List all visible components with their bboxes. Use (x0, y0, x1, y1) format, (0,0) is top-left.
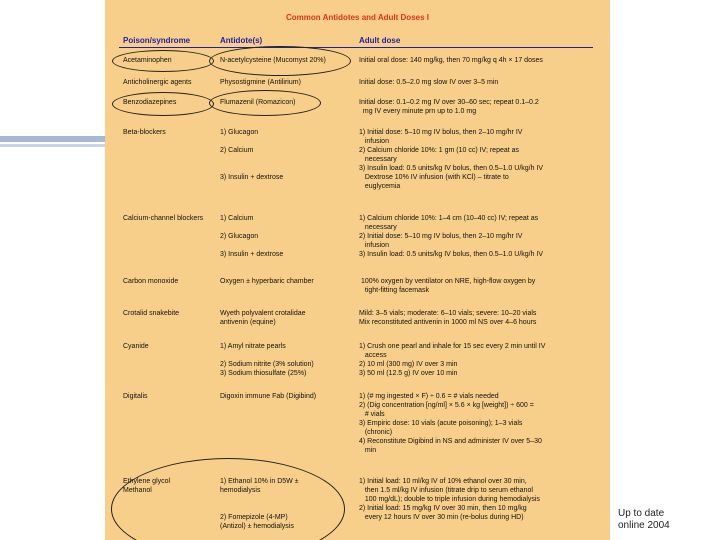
antidote-cell-line: N-acetylcysteine (Mucomyst 20%) (220, 57, 326, 64)
dose-cell (359, 309, 599, 327)
dose-cell-line: 100% oxygen by ventilator on NRE, high-flow oxygen by (359, 278, 536, 285)
source-note-line: Up to date (618, 508, 665, 519)
dose-cell-line: 4) Reconstitute Digibind in NS and administer IV over 5–30 (359, 438, 542, 445)
poison-cell (123, 309, 218, 318)
antidote-cell-line: 1) Ethanol 10% in D5W ± (220, 478, 299, 485)
header-divider (119, 47, 593, 48)
highlight-circle-n-acetylcysteine (209, 46, 351, 76)
highlight-circle-toxic-alcohols (111, 458, 345, 540)
dose-cell-line: necessary (359, 156, 397, 163)
poison-cell-line: Acetaminophen (123, 57, 172, 64)
dose-cell-line: every 12 hours IV over 30 min (re-bolus during HD) (359, 514, 524, 521)
antidote-cell-line (220, 241, 355, 250)
dose-cell (359, 342, 599, 378)
dose-cell (359, 392, 599, 455)
antidote-cell-line: antivenin (equine) (220, 319, 276, 326)
dose-cell-line: 1) Initial load: 10 ml/kg IV of 10% ethanol over 30 min, (359, 478, 527, 485)
antidote-cell-line: 2) Calcium (220, 147, 254, 154)
dose-cell-line: 3) Insulin load: 0.5 units/kg IV bolus, then 0.5–1.0 U/kg/h IV (359, 165, 544, 172)
dose-cell-line: 2) Initial dose: 5–10 mg IV bolus, then 2–10 mg/hr IV (359, 233, 523, 240)
dose-cell-line: 1) Calcium chloride 10%: 1–4 cm (10–40 cc) IV; repeat as (359, 215, 539, 222)
antidote-cell-line: 3) Insulin + dextrose (220, 174, 284, 181)
dose-cell-line: # vials (359, 411, 385, 418)
antidote-cell-line (220, 351, 355, 360)
dose-cell-line: infusion (359, 138, 389, 145)
antidote-cell-line (220, 164, 355, 173)
antidote-cell-line: Flumazenil (Romazicon) (220, 99, 296, 106)
dose-cell-line: 2) Calcium chloride 10%: 1 gm (10 cc) IV; repeat as (359, 147, 520, 154)
poison-cell (123, 128, 218, 137)
dose-cell-line: Initial oral dose: 140 mg/kg, then 70 mg/kg q 4h × 17 doses (359, 57, 543, 64)
antidote-cell (220, 78, 355, 87)
dose-cell-line: 2) Initial load: 15 mg/kg IV over 30 min, then 10 mg/kg (359, 505, 527, 512)
antidote-cell (220, 392, 355, 401)
poison-cell (123, 392, 218, 401)
antidote-cell-line: (Antizol) ± hemodialysis (220, 523, 294, 530)
source-note-line: online 2004 (618, 520, 670, 531)
dose-cell-line: then 1.5 ml/kg IV infusion (titrate drip to serum ethanol (359, 487, 533, 494)
antidote-cell-line (220, 137, 355, 146)
antidote-cell (220, 309, 355, 327)
poison-cell-line: Crotalid snakebite (123, 310, 180, 317)
antidote-cell-line (220, 155, 355, 164)
dose-cell-line: mg IV every minute prn up to 1.0 mg (359, 108, 477, 115)
dose-cell-line: min (359, 447, 377, 454)
antidote-cell (220, 128, 355, 182)
dose-cell-line: access (359, 352, 387, 359)
dose-cell-line: 3) 50 ml (12.5 g) IV over 10 min (359, 370, 458, 377)
dose-cell (359, 78, 599, 87)
dose-cell-line: 100 mg/dL); double to triple infusion during hemodialysis (359, 496, 540, 503)
dose-cell-line: infusion (359, 242, 389, 249)
antidote-cell-line: 2) Glucagon (220, 233, 259, 240)
poison-cell-line: Cyanide (123, 343, 149, 350)
poison-cell-line: Digitalis (123, 393, 148, 400)
dose-cell (359, 477, 599, 522)
accent-bar-thin (0, 144, 105, 147)
poison-cell-line: Calcium-channel blockers (123, 215, 204, 222)
highlight-circle-flumazenil (209, 90, 321, 116)
antidote-cell-line: 1) Glucagon (220, 129, 259, 136)
dose-cell-line: Initial dose: 0.1–0.2 mg IV over 30–60 sec; repeat 0.1–0.2 (359, 99, 539, 106)
dose-cell-line: necessary (359, 224, 397, 231)
source-note (618, 508, 670, 532)
poison-cell (123, 277, 218, 286)
dose-cell-line: tight-fitting facemask (359, 287, 430, 294)
dose-cell-line: Dextrose 10% IV infusion (with KCl) – titrate to (359, 174, 509, 181)
antidote-cell-line: 2) Sodium nitrite (3% solution) (220, 361, 314, 368)
poison-cell-line: Anticholinergic agents (123, 79, 192, 86)
antidote-cell-line: hemodialysis (220, 487, 261, 494)
antidote-cell-line: 1) Calcium (220, 215, 254, 222)
highlight-circle-benzodiazepines (112, 92, 214, 116)
dose-cell-line: (chronic) (359, 429, 393, 436)
antidote-cell-line: 3) Sodium thiosulfate (25%) (220, 370, 307, 377)
dose-cell (359, 128, 599, 191)
dose-cell (359, 214, 599, 259)
dose-cell (359, 98, 599, 116)
antidote-cell-line: Physostigmine (Antilirium) (220, 79, 301, 86)
poison-cell (123, 342, 218, 351)
antidote-cell (220, 342, 355, 378)
highlight-circle-acetaminophen (112, 50, 214, 72)
poison-cell-line: Ethylene glycol (123, 478, 171, 485)
poison-cell (123, 78, 218, 87)
dose-cell-line: 3) Empiric dose: 10 vials (acute poisoning); 1–3 vials (359, 420, 523, 427)
dose-cell-line: 1) Initial dose: 5–10 mg IV bolus, then 2–10 mg/hr IV (359, 129, 523, 136)
antidote-cell (220, 277, 355, 286)
dose-cell-line: Mild: 3–5 vials; moderate: 6–10 vials; severe: 10–20 vials (359, 310, 537, 317)
dose-cell-line: Mix reconstituted antivenin in 1000 ml NS over 4–6 hours (359, 319, 537, 326)
poison-cell-line: Beta-blockers (123, 129, 166, 136)
header-dose: Adult dose (359, 36, 401, 45)
antidote-cell-line: Digoxin immune Fab (Digibind) (220, 393, 317, 400)
antidote-cell-line: Oxygen ± hyperbaric chamber (220, 278, 314, 285)
antidote-cell-line: 3) Insulin + dextrose (220, 251, 284, 258)
poison-cell (123, 214, 218, 223)
antidote-cell-line: 1) Amyl nitrate pearls (220, 343, 286, 350)
header-poison: Poison/syndrome (123, 36, 191, 45)
header-antidote: Antidote(s) (220, 36, 263, 45)
poison-cell-line: Methanol (123, 487, 152, 494)
poison-cell-line: Benzodiazepines (123, 99, 177, 106)
dose-cell (359, 56, 599, 65)
antidote-cell-line: 2) Fomepizole (4-MP) (220, 514, 288, 521)
poison-cell-line: Carbon monoxide (123, 278, 179, 285)
antidote-cell-line: Wyeth polyvalent crotalidae (220, 310, 306, 317)
dose-cell (359, 277, 599, 295)
dose-cell-line: euglycemia (359, 183, 401, 190)
dose-cell-line: 2) (Dig concentration [ng/ml] × 5.6 × kg [weight]) ÷ 600 = (359, 402, 534, 409)
dose-cell-line: 1) Crush one pearl and inhale for 15 sec every 2 min until IV (359, 343, 546, 350)
antidote-cell (220, 214, 355, 259)
dose-cell-line: 2) 10 ml (300 mg) IV over 3 min (359, 361, 458, 368)
dose-cell-line: Initial dose: 0.5–2.0 mg slow IV over 3–5 min (359, 79, 499, 86)
dose-cell-line: 3) Insulin load: 0.5 units/kg IV bolus, then 0.5–1.0 U/kg/h IV (359, 251, 544, 258)
antidote-cell-line (220, 223, 355, 232)
dose-cell-line: 1) (# mg ingested × F) ÷ 0.6 = # vials needed (359, 393, 499, 400)
document-title: Common Antidotes and Adult Doses I (286, 13, 429, 22)
accent-bar (0, 136, 105, 142)
antidote-table-document (105, 0, 610, 540)
